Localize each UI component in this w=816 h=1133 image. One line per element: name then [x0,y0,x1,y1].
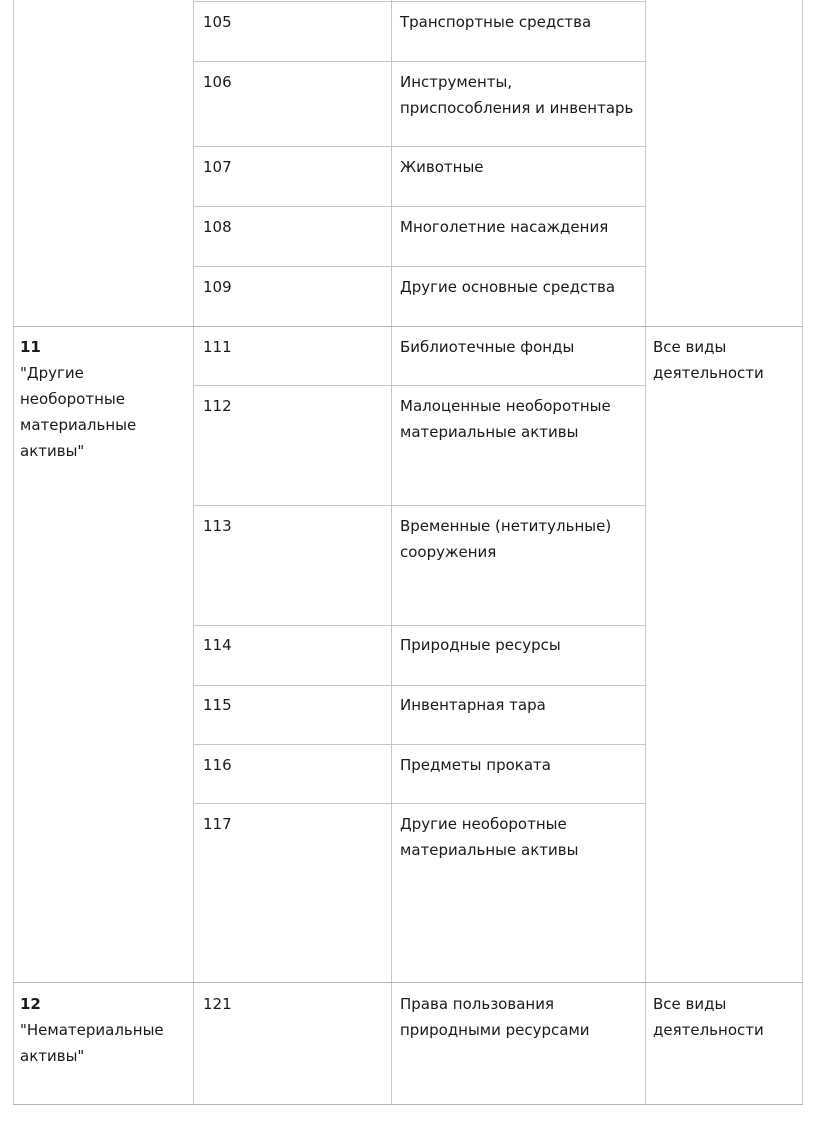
row-border [193,385,646,386]
table-cell-name: Животные [400,158,484,176]
table-cell-name: Инструменты, приспособления и инвентарь [400,73,634,117]
row-border [193,61,646,62]
table-border-col3 [645,0,646,1105]
table-cell-code: 116 [203,756,232,774]
row-border [193,744,646,745]
table-cell-name: Права пользования природными ресурсами [400,995,590,1039]
table-cell-name: Природные ресурсы [400,636,561,654]
table-border-bottom [13,1104,803,1105]
row-border [193,803,646,804]
table-cell-code: 114 [203,636,232,654]
table-cell-code: 121 [203,995,232,1013]
activity-cell: Все виды деятельности [653,995,764,1039]
table-border-col1 [193,0,194,1105]
table-cell-name: Предметы проката [400,756,551,774]
group-number: 12 [20,995,41,1013]
table-cell-name: Инвентарная тара [400,696,546,714]
table-cell-name: Библиотечные фонды [400,338,575,356]
table-border-col2 [391,0,392,1105]
table-cell-code: 117 [203,815,232,833]
table-cell-code: 113 [203,517,232,535]
table-cell-code: 106 [203,73,232,91]
table-cell-name: Другие основные средства [400,278,616,296]
row-border [193,505,646,506]
row-border [193,206,646,207]
table-cell-name: Транспортные средства [400,13,592,31]
table-border-right [802,0,803,1105]
row-border [193,146,646,147]
row-border [193,625,646,626]
table-cell-name: Малоценные необоротные материальные активы [400,397,611,441]
row-border [193,685,646,686]
table-border-left [13,0,14,1105]
table-cell-code: 108 [203,218,232,236]
group-border [13,982,803,983]
table-cell-code: 115 [203,696,232,714]
table-cell-name: Многолетние насаждения [400,218,609,236]
row-border [193,266,646,267]
row-border [193,1,646,2]
table-cell-code: 105 [203,13,232,31]
activity-cell: Все виды деятельности [653,338,764,382]
table-cell-code: 107 [203,158,232,176]
table-cell-name: Временные (нетитульные) сооружения [400,517,612,561]
group-title: "Другие необоротные материальные активы" [20,364,137,460]
table-cell-code: 112 [203,397,232,415]
group-number: 11 [20,338,41,356]
group-title: "Нематериальные активы" [20,1021,164,1065]
group-border [13,326,803,327]
table-cell-code: 109 [203,278,232,296]
table-cell-name: Другие необоротные материальные активы [400,815,579,859]
table-cell-code: 111 [203,338,232,356]
